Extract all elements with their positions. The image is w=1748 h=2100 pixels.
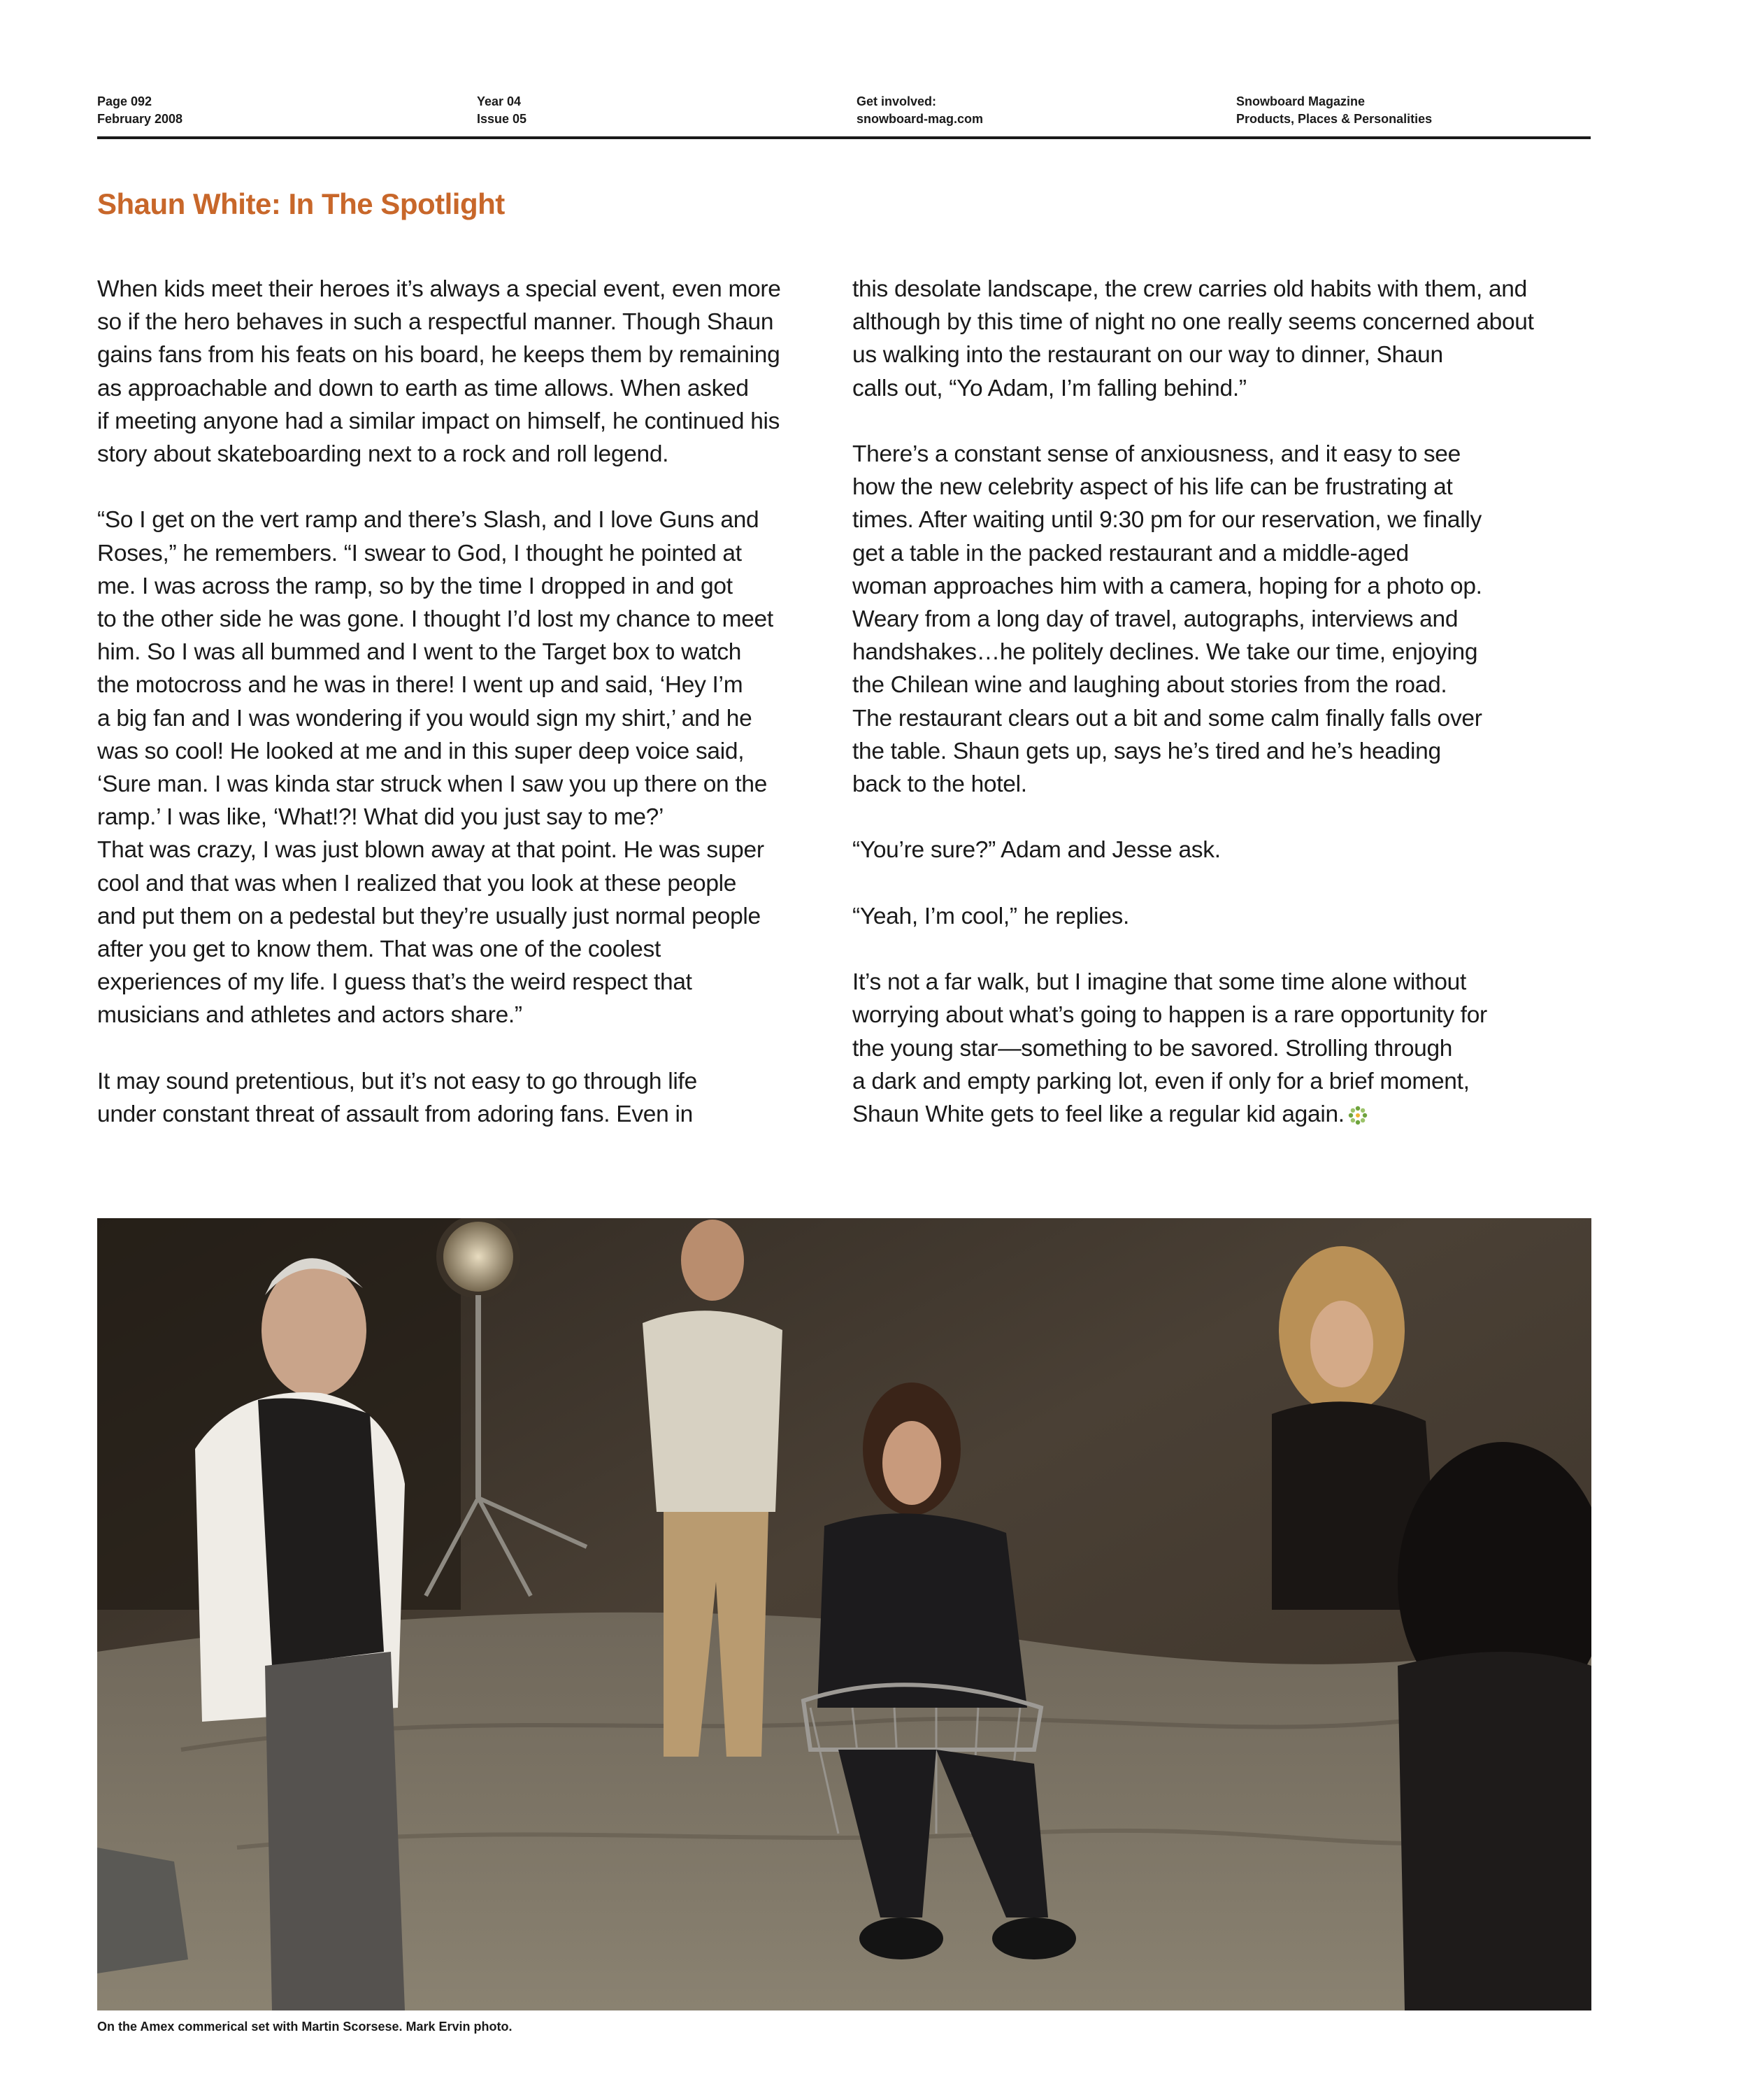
text-line: the motocross and he was in there! I went up and said, ‘Hey I’m: [97, 672, 743, 699]
header-tagline: Products, Places & Personalities: [1236, 112, 1433, 126]
text-line: ramp.’ I was like, ‘What!?! What did you just say to me?’: [97, 804, 664, 831]
text-line: cool and that was when I realized that you look at these people: [97, 870, 737, 897]
text-line: times. After waiting until 9:30 pm for our reservation, we finally: [852, 507, 1482, 534]
text-line: a dark and empty parking lot, even if only for a brief moment,: [852, 1068, 1470, 1094]
photo-caption: On the Amex commerical set with Martin Scorsese. Mark Ervin photo.: [97, 2020, 513, 2034]
text-line: There’s a constant sense of anxiousness, and it easy to see: [852, 441, 1461, 467]
text-line: Roses,” he remembers. “I swear to God, I thought he pointed at: [97, 540, 742, 566]
text-line: the young star—something to be savored. Strolling through: [852, 1035, 1453, 1062]
text-line: It may sound pretentious, but it’s not easy to go through life: [97, 1068, 697, 1094]
text-line: Shaun White gets to feel like a regular kid again.: [852, 1098, 1586, 1131]
text-line: as approachable and down to earth as time allows. When asked: [97, 375, 749, 401]
text-line: and put them on a pedestal but they’re usually just normal people: [97, 903, 761, 929]
text-line: back to the hotel.: [852, 771, 1027, 798]
text-line: after you get to know them. That was one of the coolest: [97, 936, 661, 963]
header-magazine-name: Snowboard Magazine: [1236, 94, 1366, 108]
text-line: handshakes…he politely declines. We take our time, enjoying: [852, 639, 1478, 666]
text-line: how the new celebrity aspect of his life can be frustrating at: [852, 474, 1453, 501]
header-magazine-info: [1236, 93, 1432, 128]
right_column-paragraph: [852, 900, 1586, 933]
right_column-paragraph: [852, 273, 1586, 405]
text-line: Weary from a long day of travel, autographs, interviews and: [852, 606, 1459, 633]
article-right-column: [852, 273, 1586, 1164]
text-line: if meeting anyone had a similar impact on himself, he continued his: [97, 408, 780, 434]
header-year: Year 04: [477, 94, 522, 108]
header-page-number: Page 092: [97, 94, 152, 108]
header-issue-info: [477, 93, 526, 128]
text-line: a big fan and I was wondering if you would sign my shirt,’ and he: [97, 705, 752, 731]
right_column-paragraph: [852, 966, 1586, 1131]
text-line: gains fans from his feats on his board, he keeps them by remaining: [97, 342, 780, 369]
text-line: worrying about what’s going to happen is a rare opportunity for: [852, 1002, 1487, 1029]
text-line: story about skateboarding next to a rock and roll legend.: [97, 441, 669, 468]
text-line: musicians and athletes and actors share.”: [97, 1002, 522, 1029]
text-line: us walking into the restaurant on our way to dinner, Shaun: [852, 342, 1443, 369]
text-line: It’s not a far walk, but I imagine that some time alone without: [852, 969, 1466, 996]
article-left-column: [97, 273, 831, 1164]
right_column-paragraph: [852, 834, 1586, 866]
page-header: [97, 93, 1591, 139]
text-line: under constant threat of assault from adoring fans. Even in: [97, 1101, 693, 1128]
header-website-link[interactable]: snowboard-mag.com: [857, 112, 984, 126]
text-line: “Yeah, I’m cool,” he replies.: [852, 903, 1129, 929]
text-line: him. So I was all bummed and I went to the Target box to watch: [97, 639, 742, 666]
article-photo: [97, 1218, 1591, 2010]
text-line: this desolate landscape, the crew carries old habits with them, and: [852, 276, 1527, 302]
left_column-paragraph: [97, 503, 831, 1031]
text-line: although by this time of night no one really seems concerned about: [852, 309, 1534, 336]
header-get-involved-label: Get involved:: [857, 94, 937, 108]
left_column-paragraph: [97, 273, 831, 471]
text-line: so if the hero behaves in such a respectful manner. Though Shaun: [97, 309, 774, 336]
header-issue: Issue 05: [477, 112, 527, 126]
text-line: to the other side he was gone. I thought I’d lost my chance to meet: [97, 606, 773, 633]
text-line: ‘Sure man. I was kinda star struck when I saw you up there on the: [97, 771, 768, 798]
text-line: the table. Shaun gets up, says he’s tired and he’s heading: [852, 738, 1441, 764]
header-page-info: [97, 93, 182, 128]
text-line: When kids meet their heroes it’s always a special event, even more: [97, 276, 781, 302]
header-get-involved: [857, 93, 983, 128]
text-line: get a table in the packed restaurant and a middle-aged: [852, 540, 1409, 566]
text-line: “So I get on the vert ramp and there’s Slash, and I love Guns and: [97, 507, 759, 534]
left_column-paragraph: [97, 1065, 831, 1131]
header-date: February 2008: [97, 112, 183, 126]
right_column-paragraph: [852, 438, 1586, 801]
text-line: That was crazy, I was just blown away at that point. He was super: [97, 837, 764, 864]
text-line: me. I was across the ramp, so by the time I dropped in and got: [97, 573, 733, 599]
text-line: calls out, “Yo Adam, I’m falling behind.”: [852, 375, 1247, 401]
text-line: woman approaches him with a camera, hoping for a photo op.: [852, 573, 1482, 599]
text-line: was so cool! He looked at me and in this super deep voice said,: [97, 738, 745, 764]
text-line: experiences of my life. I guess that’s the weird respect that: [97, 969, 692, 996]
text-line: “You’re sure?” Adam and Jesse ask.: [852, 837, 1221, 864]
text-line: the Chilean wine and laughing about stories from the road.: [852, 672, 1447, 699]
snowflake-end-icon: [1347, 1105, 1368, 1126]
text-line: The restaurant clears out a bit and some calm finally falls over: [852, 705, 1482, 731]
article-title: Shaun White: In The Spotlight: [97, 187, 505, 220]
